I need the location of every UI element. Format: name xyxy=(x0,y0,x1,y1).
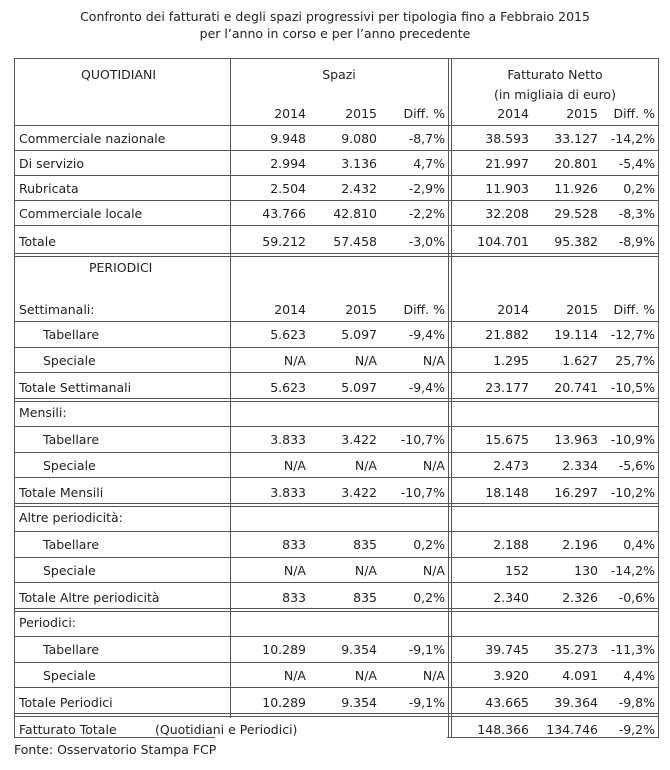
group-0-row-0-spazi-2015: 5.097 xyxy=(341,327,377,342)
quotidiani-row-2-fatturato-diff: 0,2% xyxy=(623,181,655,196)
periodici-fatturato-2015-header: 2015 xyxy=(566,302,598,317)
row-divider xyxy=(15,347,658,348)
quotidiani-row-2-spazi-2015: 2.432 xyxy=(341,181,377,196)
group-2-row-0-fatturato-diff: 0,4% xyxy=(623,537,655,552)
group-0-row-0-spazi-diff: -9,4% xyxy=(408,327,445,342)
quotidiani-row-1-label: Di servizio xyxy=(19,156,84,171)
group-1-total-spazi-2015: 3.422 xyxy=(341,485,377,500)
group-3-total-fatturato-diff: -9,8% xyxy=(618,695,655,710)
group-0-row-0-fatturato-diff: -12,7% xyxy=(610,327,655,342)
source-note: Fonte: Osservatorio Stampa FCP xyxy=(14,742,217,757)
group-1-total-spazi-diff: -10,7% xyxy=(400,485,445,500)
group-0-row-1-label: Speciale xyxy=(43,353,96,368)
quotidiani-total-fatturato-2014: 104.701 xyxy=(477,234,529,249)
group-0-row-0-fatturato-2015: 19.114 xyxy=(554,327,598,342)
header-divider xyxy=(15,125,658,126)
group-3-row-0-spazi-diff: -9,1% xyxy=(408,642,445,657)
grand-total-fatturato-diff: -9,2% xyxy=(618,722,655,737)
row-divider xyxy=(15,687,658,688)
group-0-total-fatturato-2014: 23.177 xyxy=(485,380,529,395)
group-3-total-fatturato-2015: 39.364 xyxy=(554,695,598,710)
group-1-row-0-fatturato-diff: -10,9% xyxy=(610,432,655,447)
group-1-row-1-fatturato-2014: 2.473 xyxy=(493,458,529,473)
group-2-row-1-label: Speciale xyxy=(43,563,96,578)
grand-total-fatturato-2015: 134.746 xyxy=(546,722,598,737)
quotidiani-total-spazi-diff: -3,0% xyxy=(408,234,445,249)
group-1-row-0-fatturato-2015: 13.963 xyxy=(554,432,598,447)
periodici-header: PERIODICI xyxy=(89,260,153,275)
quotidiani-row-3-spazi-2015: 42.810 xyxy=(333,206,377,221)
quotidiani-row-0-spazi-2014: 9.948 xyxy=(270,131,306,146)
group-1-row-0-spazi-diff: -10,7% xyxy=(400,432,445,447)
group-2-row-0-spazi-2014: 833 xyxy=(282,537,306,552)
group-1-row-1-label: Speciale xyxy=(43,458,96,473)
group-0-total-fatturato-2015: 20.741 xyxy=(554,380,598,395)
group-3-row-0-fatturato-diff: -11,3% xyxy=(610,642,655,657)
periodici-spazi-diff-header: Diff. % xyxy=(403,302,445,317)
quotidiani-fatturato-diff-header: Diff. % xyxy=(613,106,655,121)
group-0-row-1-spazi-2014: N/A xyxy=(283,353,306,368)
group-0-row-1-spazi-diff: N/A xyxy=(422,353,445,368)
group-3-row-1-fatturato-2015: 4.091 xyxy=(562,668,598,683)
group-1-row-0-spazi-2014: 3.833 xyxy=(270,432,306,447)
quotidiani-row-0-fatturato-diff: -14,2% xyxy=(610,131,655,146)
quotidiani-row-2-fatturato-2015: 11.926 xyxy=(554,181,598,196)
group-1-total-spazi-2014: 3.833 xyxy=(270,485,306,500)
quotidiani-row-2-label: Rubricata xyxy=(19,181,79,196)
group-0-total-spazi-2015: 5.097 xyxy=(341,380,377,395)
group-3-total-spazi-2014: 10.289 xyxy=(262,695,306,710)
quotidiani-total-spazi-2014: 59.212 xyxy=(262,234,306,249)
quotidiani-row-1-fatturato-diff: -5,4% xyxy=(618,156,655,171)
group-0-row-1-fatturato-diff: 25,7% xyxy=(615,353,655,368)
group-1-total-fatturato-diff: -10,2% xyxy=(610,485,655,500)
quotidiani-row-1-fatturato-2015: 20.801 xyxy=(554,156,598,171)
total-divider xyxy=(15,716,658,717)
group-0-total-spazi-2014: 5.623 xyxy=(270,380,306,395)
quotidiani-row-2-fatturato-2014: 11.903 xyxy=(485,181,529,196)
fatturato-header: Fatturato Netto xyxy=(507,67,603,82)
grand-total-note: (Quotidiani e Periodici) xyxy=(155,722,298,737)
group-3-row-0-fatturato-2014: 39.745 xyxy=(485,642,529,657)
group-2-row-1-spazi-diff: N/A xyxy=(422,563,445,578)
group-1-total-label: Totale Mensili xyxy=(19,485,104,500)
row-divider xyxy=(15,175,658,176)
quotidiani-total-fatturato-diff: -8,9% xyxy=(618,234,655,249)
total-divider xyxy=(15,398,658,399)
group-2-row-1-fatturato-diff: -14,2% xyxy=(610,563,655,578)
group-0-row-0-spazi-2014: 5.623 xyxy=(270,327,306,342)
row-divider xyxy=(15,225,658,226)
quotidiani-row-1-fatturato-2014: 21.997 xyxy=(485,156,529,171)
row-divider xyxy=(15,321,658,322)
total-divider xyxy=(15,401,658,402)
group-1-total-fatturato-2014: 18.148 xyxy=(485,485,529,500)
group-0-row-1-fatturato-2015: 1.627 xyxy=(562,353,598,368)
revenue-table xyxy=(14,58,659,738)
group-3-row-1-fatturato-diff: 4,4% xyxy=(623,668,655,683)
group-2-row-1-spazi-2015: N/A xyxy=(354,563,377,578)
group-1-total-fatturato-2015: 16.297 xyxy=(554,485,598,500)
total-divider xyxy=(15,506,658,507)
group-1-row-0-fatturato-2014: 15.675 xyxy=(485,432,529,447)
group-2-row-0-spazi-2015: 835 xyxy=(353,537,377,552)
quotidiani-row-0-fatturato-2014: 38.593 xyxy=(485,131,529,146)
row-divider xyxy=(15,557,658,558)
section-divider xyxy=(15,253,658,254)
row-divider xyxy=(15,531,658,532)
group-1-row-0-spazi-2015: 3.422 xyxy=(341,432,377,447)
group-2-row-0-spazi-diff: 0,2% xyxy=(413,537,445,552)
group-2-total-label: Totale Altre periodicità xyxy=(19,590,160,605)
quotidiani-row-0-spazi-2015: 9.080 xyxy=(341,131,377,146)
group-2-total-spazi-2015: 835 xyxy=(353,590,377,605)
row-divider xyxy=(15,150,658,151)
group-3-total-fatturato-2014: 43.665 xyxy=(485,695,529,710)
group-2-title: Altre periodicità: xyxy=(19,510,123,525)
quotidiani-header: QUOTIDIANI xyxy=(81,67,157,82)
group-0-total-fatturato-diff: -10,5% xyxy=(610,380,655,395)
group-3-row-0-spazi-2014: 10.289 xyxy=(262,642,306,657)
group-3-total-spazi-diff: -9,1% xyxy=(408,695,445,710)
group-0-total-label: Totale Settimanali xyxy=(19,380,132,395)
section-divider xyxy=(15,256,658,257)
quotidiani-row-1-spazi-2014: 2.994 xyxy=(270,156,306,171)
quotidiani-row-1-spazi-diff: 4,7% xyxy=(413,156,445,171)
group-2-total-spazi-diff: 0,2% xyxy=(413,590,445,605)
quotidiani-row-1-spazi-2015: 3.136 xyxy=(341,156,377,171)
quotidiani-row-3-fatturato-2015: 29.528 xyxy=(554,206,598,221)
group-1-row-1-spazi-diff: N/A xyxy=(422,458,445,473)
group-0-row-0-label: Tabellare xyxy=(43,327,100,342)
quotidiani-row-0-fatturato-2015: 33.127 xyxy=(554,131,598,146)
total-divider xyxy=(15,611,658,612)
settimanali-label: Settimanali: xyxy=(19,302,95,317)
group-2-row-0-label: Tabellare xyxy=(43,537,100,552)
periodici-spazi-2015-header: 2015 xyxy=(345,302,377,317)
group-1-row-0-label: Tabellare xyxy=(43,432,100,447)
group-2-row-0-fatturato-2014: 2.188 xyxy=(493,537,529,552)
group-3-row-1-label: Speciale xyxy=(43,668,96,683)
group-2-row-1-spazi-2014: N/A xyxy=(283,563,306,578)
spazi-header: Spazi xyxy=(322,67,356,82)
periodici-fatturato-2014-header: 2014 xyxy=(497,302,529,317)
group-2-total-spazi-2014: 833 xyxy=(282,590,306,605)
periodici-spazi-2014-header: 2014 xyxy=(274,302,306,317)
quotidiani-total-spazi-2015: 57.458 xyxy=(333,234,377,249)
quotidiani-row-0-spazi-diff: -8,7% xyxy=(408,131,445,146)
title-line-1: Confronto dei fatturati e degli spazi progressivi per tipologia fino a Febbraio 2015 xyxy=(80,9,590,24)
fatturato-unit: (in migliaia di euro) xyxy=(494,87,616,102)
quotidiani-row-3-fatturato-diff: -8,3% xyxy=(618,206,655,221)
quotidiani-row-3-spazi-2014: 43.766 xyxy=(262,206,306,221)
group-1-row-1-fatturato-2015: 2.334 xyxy=(562,458,598,473)
group-3-row-1-spazi-diff: N/A xyxy=(422,668,445,683)
group-0-row-1-spazi-2015: N/A xyxy=(354,353,377,368)
group-3-title: Periodici: xyxy=(19,615,77,630)
group-3-total-label: Totale Periodici xyxy=(19,695,113,710)
quotidiani-total-fatturato-2015: 95.382 xyxy=(554,234,598,249)
group-2-row-1-fatturato-2015: 130 xyxy=(574,563,598,578)
row-divider xyxy=(15,426,658,427)
quotidiani-spazi-2014-header: 2014 xyxy=(274,106,306,121)
periodici-fatturato-diff-header: Diff. % xyxy=(613,302,655,317)
group-3-total-spazi-2015: 9.354 xyxy=(341,695,377,710)
total-divider xyxy=(15,713,658,714)
row-divider xyxy=(15,372,658,373)
group-3-row-0-fatturato-2015: 35.273 xyxy=(554,642,598,657)
row-divider xyxy=(15,636,658,637)
quotidiani-row-3-label: Commerciale locale xyxy=(19,206,143,221)
group-3-row-1-spazi-2014: N/A xyxy=(283,668,306,683)
grand-total-fatturato-2014: 148.366 xyxy=(477,722,529,737)
quotidiani-row-2-spazi-diff: -2,9% xyxy=(408,181,445,196)
title-line-2: per l’anno in corso e per l’anno precedente xyxy=(199,26,471,41)
quotidiani-spazi-diff-header: Diff. % xyxy=(403,106,445,121)
total-divider xyxy=(15,608,658,609)
row-divider xyxy=(15,452,658,453)
group-1-row-1-fatturato-diff: -5,6% xyxy=(618,458,655,473)
group-3-row-0-spazi-2015: 9.354 xyxy=(341,642,377,657)
row-divider xyxy=(15,477,658,478)
group-3-row-1-fatturato-2014: 3.920 xyxy=(493,668,529,683)
row-divider xyxy=(15,200,658,201)
quotidiani-row-3-fatturato-2014: 32.208 xyxy=(485,206,529,221)
group-0-row-0-fatturato-2014: 21.882 xyxy=(485,327,529,342)
group-2-row-0-fatturato-2015: 2.196 xyxy=(562,537,598,552)
group-0-total-spazi-diff: -9,4% xyxy=(408,380,445,395)
group-1-row-1-spazi-2014: N/A xyxy=(283,458,306,473)
quotidiani-row-2-spazi-2014: 2.504 xyxy=(270,181,306,196)
group-2-total-fatturato-2015: 2.326 xyxy=(562,590,598,605)
quotidiani-fatturato-2015-header: 2015 xyxy=(566,106,598,121)
quotidiani-fatturato-2014-header: 2014 xyxy=(497,106,529,121)
group-1-title: Mensili: xyxy=(19,405,67,420)
group-1-row-1-spazi-2015: N/A xyxy=(354,458,377,473)
group-2-row-1-fatturato-2014: 152 xyxy=(505,563,529,578)
row-divider xyxy=(15,582,658,583)
quotidiani-total-label: Totale xyxy=(19,234,56,249)
quotidiani-spazi-2015-header: 2015 xyxy=(345,106,377,121)
quotidiani-row-0-label: Commerciale nazionale xyxy=(19,131,166,146)
group-2-total-fatturato-diff: -0,6% xyxy=(618,590,655,605)
total-divider xyxy=(15,503,658,504)
group-2-total-fatturato-2014: 2.340 xyxy=(493,590,529,605)
quotidiani-row-3-spazi-diff: -2,2% xyxy=(408,206,445,221)
group-3-row-0-label: Tabellare xyxy=(43,642,100,657)
group-3-row-1-spazi-2015: N/A xyxy=(354,668,377,683)
grand-total-label: Fatturato Totale xyxy=(19,722,117,737)
group-0-row-1-fatturato-2014: 1.295 xyxy=(493,353,529,368)
row-divider xyxy=(15,662,658,663)
report-title xyxy=(0,8,670,42)
